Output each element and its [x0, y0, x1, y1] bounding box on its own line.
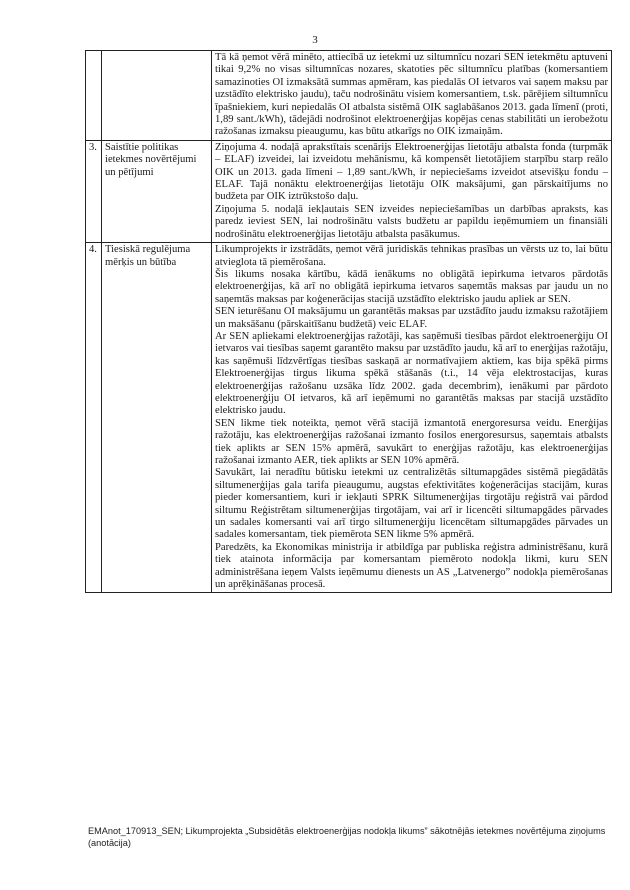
- row-paragraph: Paredzēts, ka Ekonomikas ministrija ir atbildīga par publiska reģistra administrēšanu, kurā tiek atainota informācija par komersantam piemēroto nodokļa likmi, kuru SEN administrēšana ieņem Valsts ieņēmumu dienests un AS „Latvenergo” nodokļa piemērošanas un aprēķināšanas procesā.: [215, 541, 608, 591]
- row-paragraph: Tā kā ņemot vērā minēto, attiecībā uz ietekmi uz siltumnīcu nozari SEN ietekmētu aptuveni tikai 9,2% no visas siltumnīcas nozares, skatoties pēc siltumnīcu platības (komersantiem samazinoties OI izmaksātā summas apmēram, kas piedalās OI ietvaros vai saņem maksu par uzstādīto elektrisko jaudu), taču nodrošinātu visiem komersantiem, t.sk. pārējiem siltumnīcu īpašniekiem, kuri nepiedalās OI atbalsta sistēmā OIK saglabāšanos 2013. gada līmenī (proti, 1,89 sant./kWh), tādejādi nodrošinot elektroenerģijas kopējas cenas stabilitāti un ierobežotu ražošanas izmaksu pieaugumu, kas būtu atkarīgs no OIK izmaiņām.: [215, 52, 608, 138]
- row-paragraph: Šis likums nosaka kārtību, kādā ienākums no obligātā iepirkuma ietvaros pārdotās elektroenerģijas, kā arī no obligātā iepirkuma ietvaros saņemtās maksas par jaudu un no saņemtās maksas par koģenerācijas stacijā uzstādīto elektrisko jaudu apliek ar SEN.: [215, 268, 608, 305]
- row-paragraph: SEN ieturēšanu OI maksājumu un garantētās maksas par uzstādīto jaudu izmaksu ražotājiem un maksāšanu (pārskaitīšanu budžetā) veic ELAF.: [215, 306, 608, 330]
- row-number: 4.: [86, 243, 102, 593]
- row-content: [212, 243, 612, 593]
- row-paragraph: Ziņojuma 5. nodaļā iekļautais SEN izveides nepieciešamības un darbības apraksts, kas paredz ieviest SEN, lai nodrošinātu valsts budžetu ar papildu ieņēmumiem un finansiāli nodrošinātu elektroenerģijas lietotāju atbalsta pasākumus.: [215, 203, 608, 240]
- table-row: [86, 243, 612, 593]
- table-row: [86, 140, 612, 242]
- page-number: 3: [312, 34, 318, 46]
- row-title: Saistītie politikas ietekmes novērtējumi un pētījumi: [102, 140, 212, 242]
- row-number: 3.: [86, 140, 102, 242]
- page-footer: EMAnot_170913_SEN; Likumprojekta „Subsidētās elektroenerģijas nodokļa likums” sākotnējās ietekmes novērtējuma ziņojums (anotācija): [88, 826, 606, 848]
- row-number: [86, 51, 102, 141]
- row-paragraph: Savukārt, lai neradītu būtisku ietekmi uz centralizētās siltumapgādes sistēmā piegādātās siltumenerģijas gala tarifa pieaugumu, augstas efektivitātes koģenerācijas stacijām, kuras pieder komersantiem, kuri ir iekļauti SPRK Siltumenerģijas tirgotāju reģistrā vai pārdod siltumu Reģistrētam siltumenerģijas tirgotājam, vai arī ir licencēti siltumapgādes pārvades un sadales komersanti vai arī tirgo siltumenerģiju licencētam siltumapgādes pārvades un sadales komersantam, tiek piemērota SEN likme 5% apmērā.: [215, 467, 608, 541]
- table-row: [86, 51, 612, 141]
- row-paragraph: Ziņojuma 4. nodaļā aprakstītais scenārijs Elektroenerģijas lietotāju atbalsta fonda (turpmāk – ELAF) izveidei, lai izveidotu mehānismu, kā kompensēt lietotājiem starpību starp reālo OIK un 2013. gada līmeni – 1,89 sant./kWh, ir nepieciešams izveidot atsevišķu fondu – ELAF. Tajā nonāktu elektroenerģijas lietotāju OIK maksājumi, gan pārskaitījums no budžeta par OIK iztrūkstošo daļu.: [215, 141, 608, 203]
- row-content: [212, 140, 612, 242]
- row-paragraph: Ar SEN apliekami elektroenerģijas ražotāji, kas saņēmuši tiesības pārdot elektroenerģiju OI ietvaros vai tiesības saņemt garantēto maksu par uzstādīto jaudu, kā arī to enerģijas ražotāju, kas saņēmuši līdzvērtīgas tiesības saskaņā ar normatīvajiem aktiem, kas bija spēkā pirms Elektroenerģijas tirgus likuma spēkā stāšanās (t.i., 14 vēja elektrostacijas, kuras elektroenerģijas ražošanu uzsāka līdz 2002. gada decembrim), ienākumi par pārdoto elektroenerģiju OI ietvaros, kā arī ieņēmumi no garantētās maksas par stacijā uzstādīto elektrisko jaudu.: [215, 330, 608, 417]
- row-title: Tiesiskā regulējuma mērķis un būtība: [102, 243, 212, 593]
- row-title: [102, 51, 212, 141]
- row-paragraph: Likumprojekts ir izstrādāts, ņemot vērā juridiskās tehnikas prasības un vērsts uz to, lai būtu atvieglota tā piemērošana.: [215, 244, 608, 268]
- annotation-table: [85, 50, 612, 593]
- row-paragraph: SEN likme tiek noteikta, ņemot vērā stacijā izmantotā energoresursa veidu. Enerģijas ražotāju, kas elektroenerģijas ražošanai izmanto fosilos energoresursus, saņemtais atbalsts tiek aplikts ar SEN 15% apmērā, savukārt to enerģijas ražotāju, kas elektroenerģijas ražošanai izmanto AER, tiek aplikts ar SEN 10% apmērā.: [215, 417, 608, 466]
- row-content: [212, 51, 612, 141]
